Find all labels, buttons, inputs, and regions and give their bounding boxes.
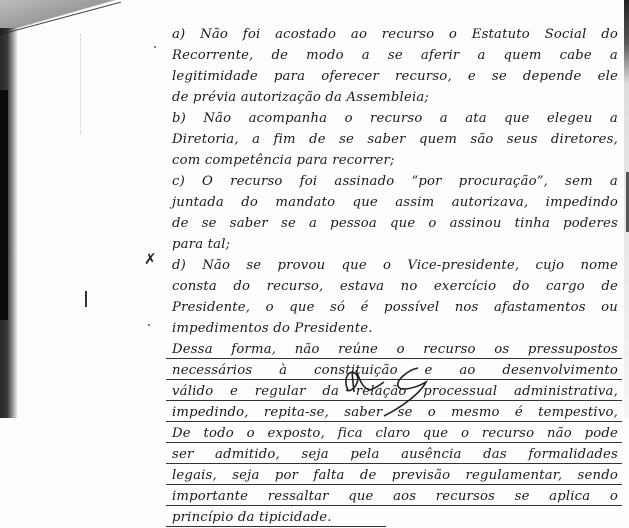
text-line: consta do recurso, estava no exercício do cargo de [172,279,618,294]
underlined-line: princípio da tipicidade. [172,507,382,528]
text-line: de prévia autorização da Assembleia; [172,90,430,105]
text-line: Diretoria, a fim de se saber quem são seus diretores, [172,132,618,147]
underlined-line: impedindo, repita-se, saber se o mesmo é tempestivo, [172,402,618,423]
text-line: d) Não se provou que o Vice-presidente, cujo nome [172,258,618,273]
text-line: para tal; [172,237,231,252]
text-line: Recorrente, de modo a se aferir a quem cabe a [172,48,618,63]
underlined-line: ser admitido, seja pela ausência das formalidades [172,444,618,465]
text-line: juntada do mandato que assim autorizava, impedindo [172,195,618,210]
underlined-line: válido e regular da relação processual administrativa, [172,381,618,402]
speck [154,46,156,48]
underlined-line: Dessa forma, não reúne o recurso os pressupostos [172,339,618,360]
text-line: legitimidade para oferecer recurso, e se depende ele [172,69,618,84]
text-line: Presidente, o que só é possível nos afastamentos ou [172,300,618,315]
underlined-line: De todo o exposto, fica claro que o recurso não pode [172,423,618,444]
margin-vertical-mark [85,291,87,307]
underlined-line: legais, seja por falta de previsão regulamentar, sendo [172,465,618,486]
text-line: b) Não acompanha o recurso a ata que elegeu a [172,111,618,126]
document-body [172,24,618,528]
faint-margin-mark [80,34,83,134]
underlined-line: necessários à constituição e ao desenvolvimento [172,360,618,381]
margin-x-mark: ✗ [144,250,157,268]
handwritten-signature [340,360,450,418]
text-line: de se saber se a pessoa que o assinou tinha poderes [172,216,618,231]
speck [148,324,150,326]
text-line: impedimentos do Presidente. [172,321,373,336]
underlined-line: importante ressaltar que aos recursos se aplica o [172,486,618,507]
text-line: com competência para recorrer; [172,153,395,168]
text-line: c) O recurso foi assinado “por procuração”, sem a [172,174,618,189]
scan-shadow-left-edge [0,90,8,320]
text-line: a) Não foi acostado ao recurso o Estatuto Social do [172,27,618,42]
